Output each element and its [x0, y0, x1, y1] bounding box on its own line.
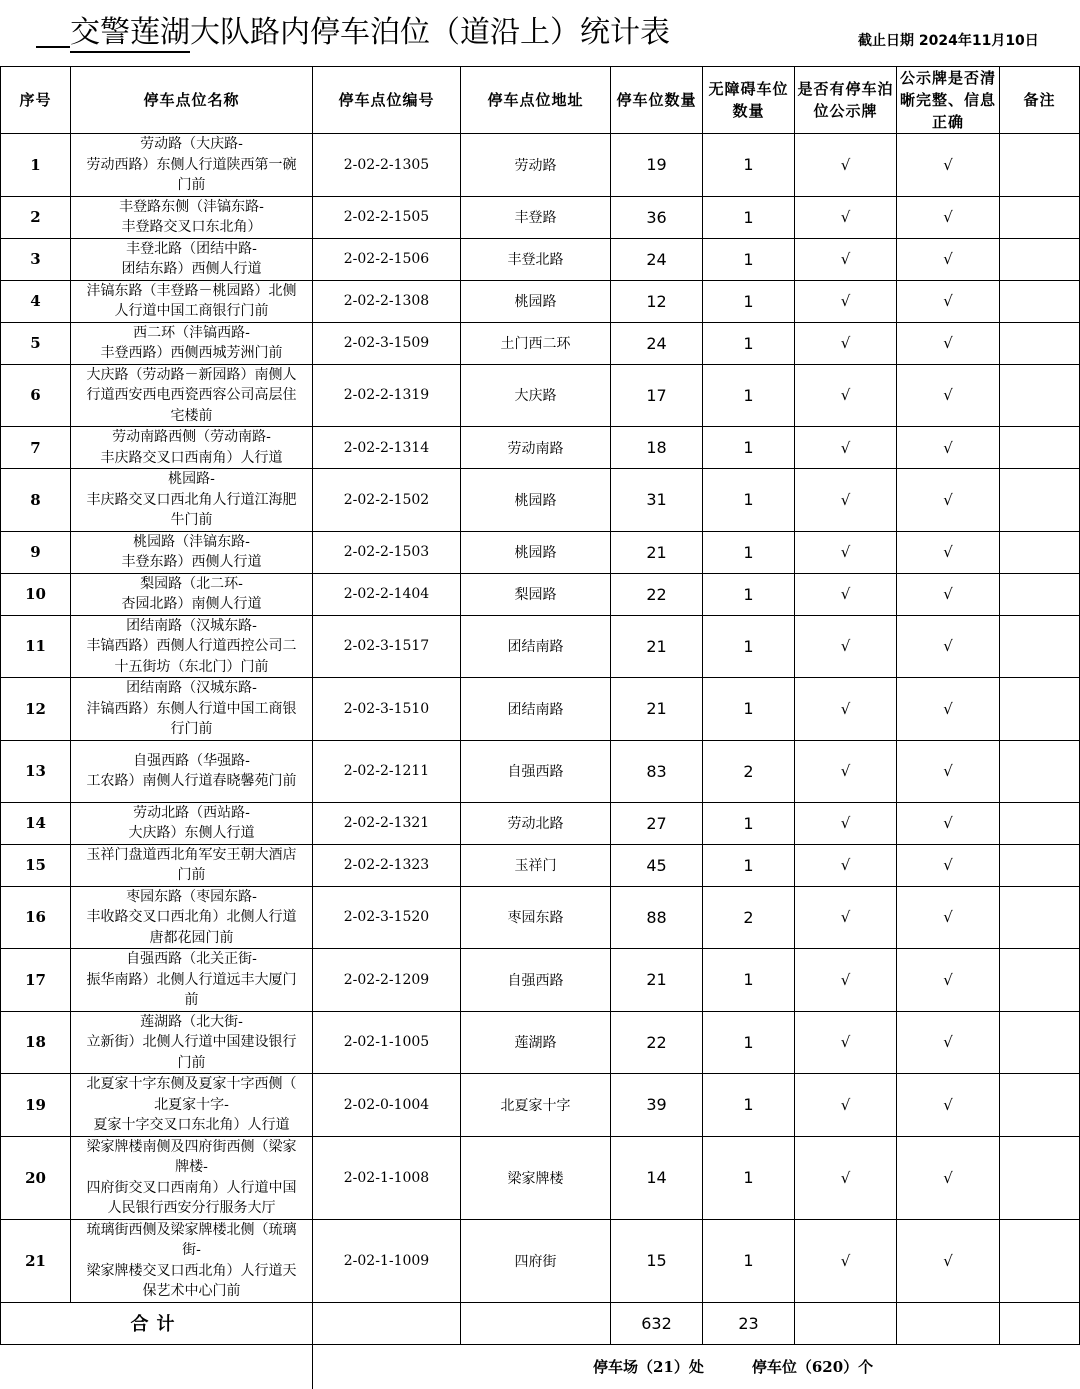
row-sign-ok-check: √ [897, 364, 1000, 427]
row-sign-check: √ [795, 949, 897, 1012]
row-index: 21 [1, 1219, 71, 1302]
row-location-name [71, 740, 313, 802]
row-accessible: 1 [703, 427, 795, 469]
row-code: 2-02-2-1209 [313, 949, 461, 1012]
row-note [1000, 238, 1080, 280]
row-code: 2-02-2-1323 [313, 844, 461, 886]
location-name-line: 杏园北路）南侧人行道 [121, 596, 262, 612]
row-location-name [71, 322, 313, 364]
row-note [1000, 1219, 1080, 1302]
row-address: 四府街 [461, 1219, 611, 1302]
row-index: 19 [1, 1074, 71, 1137]
location-name-line: 前 [184, 992, 199, 1008]
summary-row [1, 1344, 1080, 1389]
location-name-line: 丰庆路交叉口西南角）人行道 [100, 449, 283, 466]
row-address: 梨园路 [461, 573, 611, 615]
row-index: 13 [1, 740, 71, 802]
row-location-name [71, 134, 313, 197]
row-accessible: 2 [703, 886, 795, 949]
location-name-line: 人行道中国工商银行门前 [114, 303, 269, 319]
location-name-line: 北夏家十字东侧及夏家十字西侧（ [86, 1076, 297, 1092]
row-location-name [71, 615, 313, 678]
total-label: 合计 [1, 1302, 313, 1344]
row-address: 劳动北路 [461, 802, 611, 844]
row-index: 16 [1, 886, 71, 949]
row-code: 2-02-3-1510 [313, 678, 461, 741]
location-name-line: 丰登路东侧（沣镐东路- [119, 198, 264, 215]
row-spaces: 27 [611, 802, 703, 844]
row-code: 2-02-2-1308 [313, 280, 461, 322]
row-spaces: 17 [611, 364, 703, 427]
row-spaces: 24 [611, 238, 703, 280]
location-name-line: 桃园路（沣镐东路- [133, 533, 250, 550]
location-name-line: 唐都花园门前 [149, 929, 234, 946]
location-name-line: 行道西安西电西瓷西容公司高层住 [86, 387, 297, 403]
row-sign-ok-check: √ [897, 740, 1000, 802]
location-name-line: 团结南路（汉城东路- [126, 680, 257, 696]
row-code: 2-02-1-1009 [313, 1219, 461, 1302]
row-address: 团结南路 [461, 615, 611, 678]
row-sign-ok-check: √ [897, 1219, 1000, 1302]
location-name-line: 莲湖路（北大街- [140, 1013, 243, 1030]
summary-lots: 停车场（21）处 [593, 1358, 704, 1377]
row-spaces: 31 [611, 469, 703, 532]
row-accessible: 1 [703, 1011, 795, 1074]
row-sign-check: √ [795, 615, 897, 678]
row-location-name [71, 469, 313, 532]
row-address: 桃园路 [461, 531, 611, 573]
row-sign-ok-check: √ [897, 886, 1000, 949]
row-code: 2-02-3-1509 [313, 322, 461, 364]
row-location-name [71, 1074, 313, 1137]
row-spaces: 12 [611, 280, 703, 322]
row-sign-ok-check: √ [897, 615, 1000, 678]
row-sign-check: √ [795, 573, 897, 615]
row-sign-ok-check: √ [897, 196, 1000, 238]
row-spaces: 83 [611, 740, 703, 802]
location-name-line: 梨园路（北二环- [140, 575, 243, 592]
row-sign-check: √ [795, 1136, 897, 1219]
location-name-line: 夏家十字交叉口东北角）人行道 [93, 1117, 290, 1133]
location-name-line: 劳动南路西侧（劳动南路- [112, 429, 271, 445]
row-index: 4 [1, 280, 71, 322]
row-location-name [71, 280, 313, 322]
row-code: 2-02-2-1319 [313, 364, 461, 427]
location-name-line: 工农路）南侧人行道春晓馨苑门前 [86, 773, 297, 789]
row-location-name [71, 1219, 313, 1302]
row-sign-check: √ [795, 134, 897, 197]
row-address: 玉祥门 [461, 844, 611, 886]
table-row [1, 134, 1080, 197]
col-header-code: 停车点位编号 [313, 67, 461, 134]
table-row [1, 322, 1080, 364]
total-spaces: 632 [611, 1302, 703, 1344]
row-sign-ok-check: √ [897, 678, 1000, 741]
row-spaces: 21 [611, 678, 703, 741]
row-sign-ok-check: √ [897, 844, 1000, 886]
row-note [1000, 280, 1080, 322]
location-name-line: 门前 [177, 867, 206, 883]
row-sign-ok-check: √ [897, 1074, 1000, 1137]
table-row [1, 678, 1080, 741]
title-underlined-part: 交警莲湖 [70, 15, 190, 53]
location-name-line: 劳动北路（西站路- [133, 804, 250, 821]
location-name-line: 团结南路（汉城东路- [126, 617, 257, 634]
row-index: 8 [1, 469, 71, 532]
row-accessible: 1 [703, 802, 795, 844]
location-name-line: 梁家牌楼交叉口西北角）人行道天 [86, 1262, 297, 1279]
row-sign-ok-check: √ [897, 802, 1000, 844]
row-sign-check: √ [795, 1074, 897, 1137]
row-sign-check: √ [795, 802, 897, 844]
row-note [1000, 844, 1080, 886]
row-sign-check: √ [795, 531, 897, 573]
row-index: 10 [1, 573, 71, 615]
row-code: 2-02-0-1004 [313, 1074, 461, 1137]
col-header-accessible: 无障碍车位数量 [703, 67, 795, 134]
summary-cell [313, 1344, 1080, 1389]
location-name-line: 门前 [177, 177, 206, 193]
title-rest-part: 大队路内停车泊位（道沿上）统计表 [190, 15, 670, 50]
row-accessible: 1 [703, 280, 795, 322]
row-sign-ok-check: √ [897, 280, 1000, 322]
table-row [1, 1011, 1080, 1074]
location-name-line: 丰登东路）西侧人行道 [121, 554, 262, 570]
row-code: 2-02-2-1211 [313, 740, 461, 802]
row-address: 丰登路 [461, 196, 611, 238]
summary-spaces: 停车位（620）个 [751, 1358, 874, 1377]
row-spaces: 21 [611, 949, 703, 1012]
row-address: 丰登北路 [461, 238, 611, 280]
row-sign-check: √ [795, 469, 897, 532]
location-name-line: 振华南路）北侧人行道远丰大厦门 [86, 971, 297, 988]
row-index: 12 [1, 678, 71, 741]
row-code: 2-02-1-1005 [313, 1011, 461, 1074]
table-row [1, 280, 1080, 322]
location-name-line: 沣镐东路（丰登路－桃园路）北侧 [86, 282, 297, 299]
row-accessible: 1 [703, 322, 795, 364]
row-index: 20 [1, 1136, 71, 1219]
row-sign-check: √ [795, 740, 897, 802]
table-row [1, 573, 1080, 615]
row-index: 18 [1, 1011, 71, 1074]
row-code: 2-02-2-1305 [313, 134, 461, 197]
location-name-line: 四府街交叉口西南角）人行道中国 [86, 1179, 297, 1196]
row-location-name [71, 886, 313, 949]
location-name-line: 丰登西路）西侧西城芳洲门前 [100, 345, 283, 361]
table-row [1, 1219, 1080, 1302]
row-sign-ok-check: √ [897, 949, 1000, 1012]
row-address: 梁家牌楼 [461, 1136, 611, 1219]
total-empty-code [313, 1302, 461, 1344]
table-row [1, 949, 1080, 1012]
row-index: 15 [1, 844, 71, 886]
row-spaces: 24 [611, 322, 703, 364]
row-code: 2-02-2-1314 [313, 427, 461, 469]
row-spaces: 15 [611, 1219, 703, 1302]
col-header-idx: 序号 [1, 67, 71, 134]
location-name-line: 丰镐西路）西侧人行道西控公司二 [86, 638, 297, 654]
total-empty-addr [461, 1302, 611, 1344]
table-row [1, 469, 1080, 532]
row-sign-ok-check: √ [897, 531, 1000, 573]
row-index: 1 [1, 134, 71, 197]
row-index: 14 [1, 802, 71, 844]
row-sign-ok-check: √ [897, 469, 1000, 532]
row-accessible: 1 [703, 615, 795, 678]
total-row [1, 1302, 1080, 1344]
row-accessible: 1 [703, 531, 795, 573]
location-name-line: 牌楼- [175, 1159, 208, 1175]
row-accessible: 1 [703, 196, 795, 238]
row-address: 莲湖路 [461, 1011, 611, 1074]
row-address: 自强西路 [461, 949, 611, 1012]
row-code: 2-02-3-1517 [313, 615, 461, 678]
location-name-line: 自强西路（北关正街- [126, 951, 257, 967]
row-code: 2-02-2-1505 [313, 196, 461, 238]
location-name-line: 保艺术中心门前 [142, 1283, 241, 1299]
row-note [1000, 427, 1080, 469]
location-name-line: 门前 [177, 1054, 206, 1071]
row-spaces: 19 [611, 134, 703, 197]
row-note [1000, 802, 1080, 844]
row-code: 2-02-2-1321 [313, 802, 461, 844]
row-location-name [71, 573, 313, 615]
col-header-sign-ok: 公示牌是否清晰完整、信息正确 [897, 67, 1000, 134]
row-sign-ok-check: √ [897, 1136, 1000, 1219]
table-row [1, 531, 1080, 573]
row-note [1000, 531, 1080, 573]
row-accessible: 1 [703, 949, 795, 1012]
row-code: 2-02-2-1506 [313, 238, 461, 280]
parking-table [0, 66, 1080, 1389]
row-spaces: 14 [611, 1136, 703, 1219]
row-note [1000, 740, 1080, 802]
row-sign-ok-check: √ [897, 427, 1000, 469]
location-name-line: 劳动路（大庆路- [140, 136, 243, 152]
location-name-line: 丰登路交叉口东北角） [121, 219, 262, 235]
row-sign-check: √ [795, 238, 897, 280]
location-name-line: 街- [182, 1242, 201, 1258]
table-row [1, 427, 1080, 469]
table-row [1, 844, 1080, 886]
row-accessible: 1 [703, 573, 795, 615]
row-location-name [71, 1011, 313, 1074]
row-spaces: 21 [611, 615, 703, 678]
row-sign-check: √ [795, 364, 897, 427]
total-accessible: 23 [703, 1302, 795, 1344]
row-location-name [71, 364, 313, 427]
row-code: 2-02-3-1520 [313, 886, 461, 949]
location-name-line: 行门前 [170, 721, 213, 737]
row-location-name [71, 844, 313, 886]
row-sign-ok-check: √ [897, 134, 1000, 197]
row-sign-check: √ [795, 678, 897, 741]
location-name-line: 西二环（沣镐西路- [133, 324, 250, 341]
row-sign-check: √ [795, 844, 897, 886]
location-name-line: 玉祥门盘道西北角军安王朝大酒店 [86, 846, 297, 863]
row-accessible: 1 [703, 678, 795, 741]
row-index: 11 [1, 615, 71, 678]
row-accessible: 1 [703, 238, 795, 280]
row-sign-check: √ [795, 322, 897, 364]
table-body [1, 134, 1080, 1303]
page-title [36, 12, 670, 54]
row-note [1000, 573, 1080, 615]
row-spaces: 45 [611, 844, 703, 886]
row-index: 9 [1, 531, 71, 573]
row-accessible: 1 [703, 1074, 795, 1137]
location-name-line: 枣园东路（枣园东路- [126, 888, 257, 905]
row-address: 团结南路 [461, 678, 611, 741]
row-sign-ok-check: √ [897, 322, 1000, 364]
row-note [1000, 364, 1080, 427]
total-empty-sign-ok [897, 1302, 1000, 1344]
row-sign-check: √ [795, 1219, 897, 1302]
row-accessible: 1 [703, 844, 795, 886]
row-index: 17 [1, 949, 71, 1012]
location-name-line: 宅楼前 [170, 407, 213, 424]
row-address: 桃园路 [461, 469, 611, 532]
table-row [1, 615, 1080, 678]
row-note [1000, 196, 1080, 238]
location-name-line: 牛门前 [170, 512, 213, 528]
col-header-note: 备注 [1000, 67, 1080, 134]
row-note [1000, 469, 1080, 532]
row-address: 劳动南路 [461, 427, 611, 469]
row-accessible: 1 [703, 469, 795, 532]
header-row [1, 67, 1080, 134]
location-name-line: 丰收路交叉口西北角）北侧人行道 [86, 909, 297, 925]
table-row [1, 1074, 1080, 1137]
location-name-line: 丰登北路（团结中路- [126, 240, 257, 257]
location-name-line: 人民银行西安分行服务大厅 [107, 1200, 276, 1216]
row-sign-check: √ [795, 1011, 897, 1074]
row-sign-check: √ [795, 196, 897, 238]
row-note [1000, 322, 1080, 364]
row-code: 2-02-2-1404 [313, 573, 461, 615]
row-address: 北夏家十字 [461, 1074, 611, 1137]
row-note [1000, 949, 1080, 1012]
row-spaces: 36 [611, 196, 703, 238]
location-name-line: 立新街）北侧人行道中国建设银行 [86, 1034, 297, 1050]
row-index: 7 [1, 427, 71, 469]
row-location-name [71, 1136, 313, 1219]
row-accessible: 1 [703, 1136, 795, 1219]
table-row [1, 196, 1080, 238]
location-name-line: 团结东路）西侧人行道 [121, 261, 262, 277]
row-code: 2-02-2-1502 [313, 469, 461, 532]
row-sign-check: √ [795, 280, 897, 322]
row-accessible: 1 [703, 1219, 795, 1302]
title-underline [36, 12, 70, 48]
location-name-line: 梁家牌楼南侧及四府街西侧（梁家 [86, 1138, 297, 1155]
row-address: 桃园路 [461, 280, 611, 322]
location-name-line: 沣镐西路）东侧人行道中国工商银 [86, 700, 297, 717]
row-spaces: 18 [611, 427, 703, 469]
row-code: 2-02-1-1008 [313, 1136, 461, 1219]
location-name-line: 自强西路（华强路- [133, 752, 250, 769]
row-location-name [71, 196, 313, 238]
row-spaces: 39 [611, 1074, 703, 1137]
deadline-date: 截止日期 2024年11月10日 [858, 33, 1039, 49]
location-name-line: 北夏家十字- [154, 1096, 229, 1113]
col-header-spaces: 停车位数量 [611, 67, 703, 134]
total-empty-note [1000, 1302, 1080, 1344]
row-location-name [71, 949, 313, 1012]
row-note [1000, 1011, 1080, 1074]
location-name-line: 琉璃街西侧及梁家牌楼北侧（琉璃 [86, 1221, 297, 1238]
row-index: 3 [1, 238, 71, 280]
row-sign-ok-check: √ [897, 573, 1000, 615]
row-note [1000, 1074, 1080, 1137]
table-row [1, 886, 1080, 949]
total-empty-sign [795, 1302, 897, 1344]
row-location-name [71, 678, 313, 741]
row-location-name [71, 802, 313, 844]
table-row [1, 238, 1080, 280]
table-row [1, 740, 1080, 802]
row-address: 自强西路 [461, 740, 611, 802]
row-location-name [71, 531, 313, 573]
row-index: 2 [1, 196, 71, 238]
col-header-sign: 是否有停车泊位公示牌 [795, 67, 897, 134]
row-note [1000, 615, 1080, 678]
row-note [1000, 134, 1080, 197]
row-spaces: 88 [611, 886, 703, 949]
location-name-line: 桃园路- [168, 471, 215, 487]
row-address: 劳动路 [461, 134, 611, 197]
row-code: 2-02-2-1503 [313, 531, 461, 573]
row-index: 5 [1, 322, 71, 364]
row-spaces: 22 [611, 1011, 703, 1074]
row-address: 土门西二环 [461, 322, 611, 364]
row-note [1000, 1136, 1080, 1219]
summary-empty [1, 1344, 313, 1389]
row-location-name [71, 238, 313, 280]
row-sign-ok-check: √ [897, 238, 1000, 280]
location-name-line: 劳动西路）东侧人行道陕西第一碗 [86, 156, 297, 173]
location-name-line: 十五街坊（东北门）门前 [114, 658, 269, 675]
table-row [1, 364, 1080, 427]
row-note [1000, 886, 1080, 949]
table-row [1, 1136, 1080, 1219]
row-address: 大庆路 [461, 364, 611, 427]
col-header-name: 停车点位名称 [71, 67, 313, 134]
row-sign-check: √ [795, 886, 897, 949]
location-name-line: 大庆路）东侧人行道 [128, 825, 255, 841]
row-address: 枣园东路 [461, 886, 611, 949]
row-accessible: 2 [703, 740, 795, 802]
row-spaces: 21 [611, 531, 703, 573]
row-sign-check: √ [795, 427, 897, 469]
row-index: 6 [1, 364, 71, 427]
location-name-line: 丰庆路交叉口西北角人行道江海肥 [86, 491, 297, 508]
row-note [1000, 678, 1080, 741]
row-accessible: 1 [703, 364, 795, 427]
row-spaces: 22 [611, 573, 703, 615]
row-location-name [71, 427, 313, 469]
col-header-addr: 停车点位地址 [461, 67, 611, 134]
row-accessible: 1 [703, 134, 795, 197]
table-row [1, 802, 1080, 844]
location-name-line: 大庆路（劳动路－新园路）南侧人 [86, 366, 297, 383]
row-sign-ok-check: √ [897, 1011, 1000, 1074]
